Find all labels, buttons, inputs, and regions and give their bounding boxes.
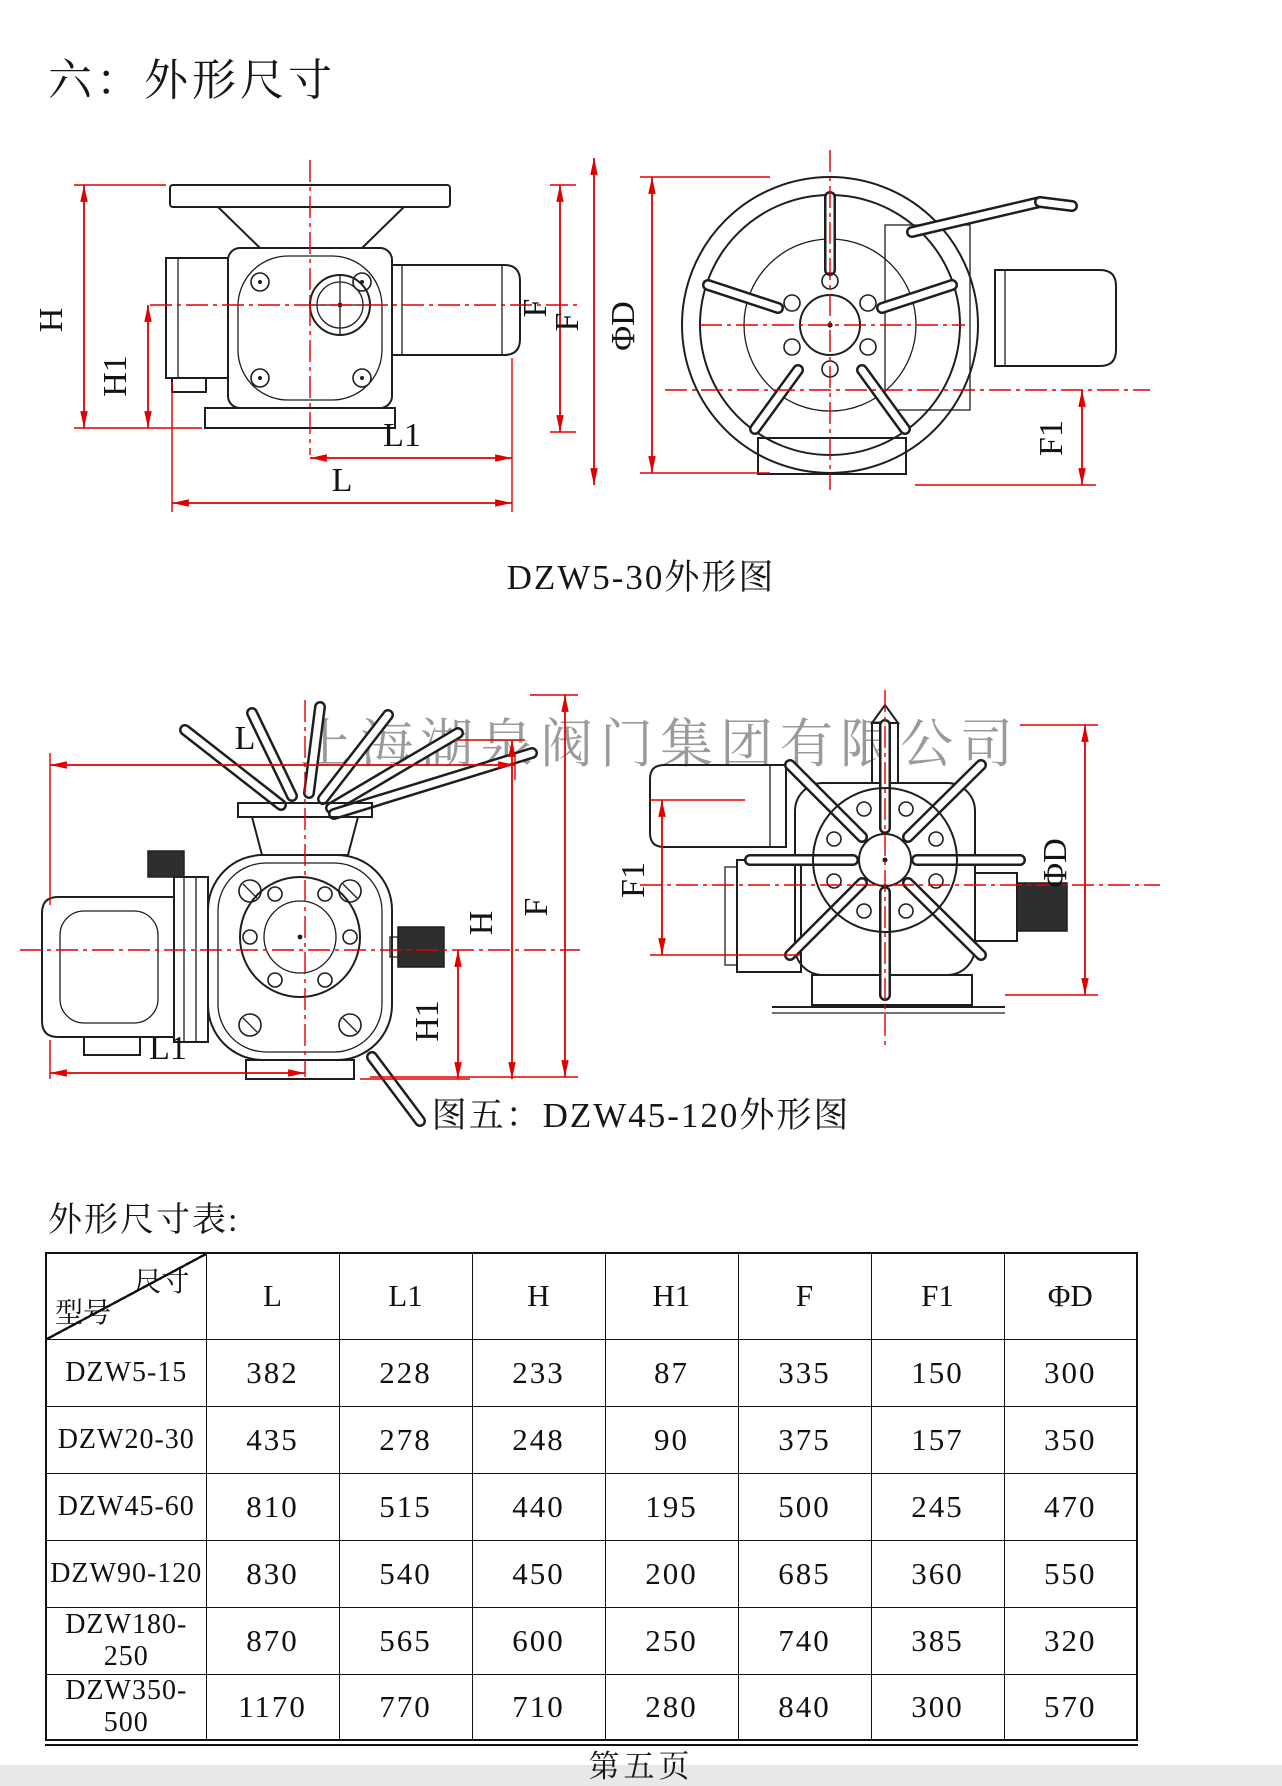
- model-cell: DZW5-15: [46, 1339, 206, 1406]
- value-cell: 710: [472, 1674, 605, 1742]
- value-cell: 248: [472, 1406, 605, 1473]
- figure1-caption: DZW5-30外形图: [506, 558, 776, 597]
- corner-label-size: 尺寸: [133, 1267, 190, 1298]
- model-cell: DZW20-30: [46, 1406, 206, 1473]
- col-header: L: [206, 1253, 339, 1339]
- dim-label-d: ΦD: [1037, 838, 1074, 888]
- value-cell: 280: [605, 1674, 738, 1742]
- model-cell: DZW45-60: [46, 1473, 206, 1540]
- value-cell: 157: [871, 1406, 1004, 1473]
- value-cell: 233: [472, 1339, 605, 1406]
- value-cell: 320: [1004, 1607, 1137, 1674]
- value-cell: 1170: [206, 1674, 339, 1742]
- table-row: [46, 1607, 1137, 1674]
- dim-label-l: L: [331, 462, 353, 499]
- value-cell: 840: [738, 1674, 871, 1742]
- value-cell: 87: [605, 1339, 738, 1406]
- value-cell: 550: [1004, 1540, 1137, 1607]
- value-cell: 90: [605, 1406, 738, 1473]
- dimensions-table: [45, 1252, 1138, 1746]
- value-cell: 440: [472, 1473, 605, 1540]
- table-row: [46, 1674, 1137, 1742]
- value-cell: 450: [472, 1540, 605, 1607]
- value-cell: 300: [1004, 1339, 1137, 1406]
- fig1-side-view: [166, 185, 520, 428]
- dim-label-h1: H1: [409, 1000, 446, 1042]
- value-cell: 200: [605, 1540, 738, 1607]
- col-header: F: [738, 1253, 871, 1339]
- value-cell: 870: [206, 1607, 339, 1674]
- page-number: 第五页: [588, 1749, 694, 1784]
- dim-label-h1: H1: [97, 355, 134, 397]
- model-cell: DZW350-500: [46, 1674, 206, 1742]
- col-header: H1: [605, 1253, 738, 1339]
- value-cell: 245: [871, 1473, 1004, 1540]
- value-cell: 278: [339, 1406, 472, 1473]
- corner-cell: [46, 1253, 206, 1339]
- table-row: [46, 1540, 1137, 1607]
- value-cell: 360: [871, 1540, 1004, 1607]
- watermark: 上海湖泉阀门集团有限公司: [300, 716, 1020, 774]
- col-header: L1: [339, 1253, 472, 1339]
- col-header: H: [472, 1253, 605, 1339]
- dim-label-f-front: F: [549, 312, 586, 332]
- table-row: [46, 1406, 1137, 1473]
- value-cell: 385: [871, 1607, 1004, 1674]
- dim-label-f1: F1: [615, 862, 652, 898]
- center-flange: [240, 877, 360, 997]
- value-cell: 350: [1004, 1406, 1137, 1473]
- value-cell: 770: [339, 1674, 472, 1742]
- value-cell: 382: [206, 1339, 339, 1406]
- dim-label-d: ΦD: [605, 301, 642, 351]
- value-cell: 685: [738, 1540, 871, 1607]
- figure2-drawing: [0, 645, 1282, 1080]
- dim-label-f-side: F: [517, 298, 554, 318]
- col-header: ΦD: [1004, 1253, 1137, 1339]
- dim-label-f1: F1: [1033, 420, 1070, 456]
- dim-label-f: F: [518, 897, 555, 917]
- value-cell: 470: [1004, 1473, 1137, 1540]
- model-cell: DZW180-250: [46, 1607, 206, 1674]
- dim-label-l: L: [234, 720, 256, 757]
- dim-label-l1: L1: [149, 1030, 187, 1067]
- fig2-right-view: [650, 705, 1067, 1013]
- table-row: [46, 1339, 1137, 1406]
- table-title: 外形尺寸表:: [48, 1202, 240, 1239]
- value-cell: 435: [206, 1406, 339, 1473]
- value-cell: 228: [339, 1339, 472, 1406]
- col-header: F1: [871, 1253, 1004, 1339]
- value-cell: 540: [339, 1540, 472, 1607]
- value-cell: 740: [738, 1607, 871, 1674]
- declutch-lever: [912, 202, 1072, 232]
- figure1-drawing: [0, 140, 1282, 540]
- value-cell: 335: [738, 1339, 871, 1406]
- figure2-caption: 图五：DZW45-120外形图: [431, 1096, 851, 1135]
- value-cell: 600: [472, 1607, 605, 1674]
- table-header-row: [46, 1253, 1137, 1339]
- value-cell: 300: [871, 1674, 1004, 1742]
- value-cell: 810: [206, 1473, 339, 1540]
- dim-label-h: H: [463, 910, 500, 936]
- corner-label-model: 型号: [55, 1297, 112, 1329]
- value-cell: 500: [738, 1473, 871, 1540]
- table-row: [46, 1473, 1137, 1540]
- fig2-dimensions-left: [20, 695, 580, 1079]
- value-cell: 195: [605, 1473, 738, 1540]
- value-cell: 150: [871, 1339, 1004, 1406]
- value-cell: 565: [339, 1607, 472, 1674]
- value-cell: 250: [605, 1607, 738, 1674]
- dim-label-l1: L1: [383, 417, 421, 454]
- value-cell: 570: [1004, 1674, 1137, 1742]
- fig1-dimensions-left: [33, 160, 580, 512]
- page-title: 六：外形尺寸: [48, 56, 336, 105]
- dim-label-h: H: [33, 307, 70, 333]
- model-cell: DZW90-120: [46, 1540, 206, 1607]
- value-cell: 515: [339, 1473, 472, 1540]
- value-cell: 830: [206, 1540, 339, 1607]
- value-cell: 375: [738, 1406, 871, 1473]
